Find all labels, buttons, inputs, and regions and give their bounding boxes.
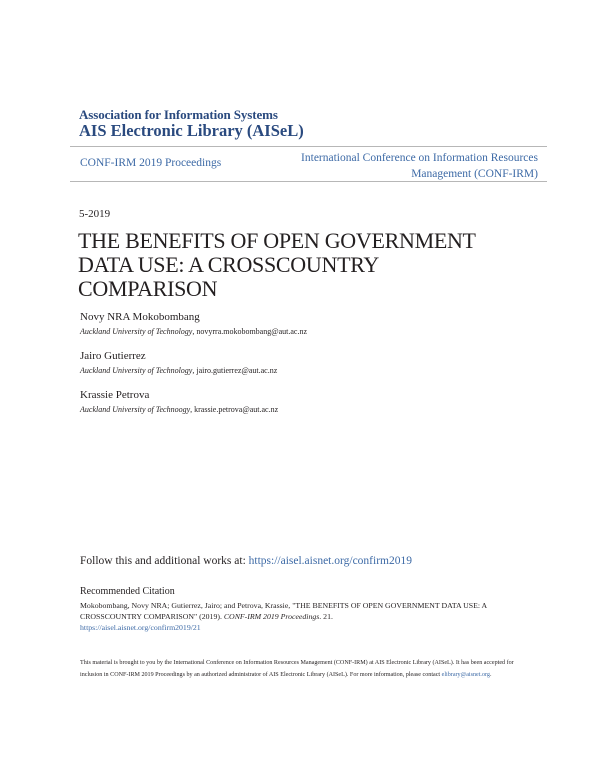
divider-bottom <box>70 181 547 182</box>
follow-text: Follow this and additional works at: <box>80 555 249 567</box>
author-affiliation: Auckland University of Technology, novyrra.mokobombang@aut.ac.nz <box>80 327 308 336</box>
divider-top <box>70 146 547 147</box>
library-name[interactable]: AIS Electronic Library (AISeL) <box>79 121 304 140</box>
citation-journal: CONF-IRM 2019 Proceedings <box>223 612 320 621</box>
citation-text <box>80 600 540 633</box>
author-email: krassie.petrova@aut.ac.nz <box>194 405 279 414</box>
footer-notice <box>80 657 525 681</box>
conference-link-line2[interactable]: Management (CONF-IRM) <box>411 168 538 180</box>
author-name: Jairo Gutierrez <box>80 350 146 362</box>
author-email: novyrra.mokobombang@aut.ac.nz <box>196 327 308 336</box>
author-affiliation: Auckland University of Technoogy, krassie.petrova@aut.ac.nz <box>80 405 279 414</box>
citation-suffix: . 21. <box>319 612 333 621</box>
citation-heading: Recommended Citation <box>80 586 175 597</box>
citation-link[interactable]: https://aisel.aisnet.org/confirm2019/21 <box>80 623 201 632</box>
affiliation-name: Auckland University of Technology <box>80 366 193 375</box>
follow-link[interactable]: https://aisel.aisnet.org/confirm2019 <box>248 555 412 567</box>
author-email: jairo.gutierrez@aut.ac.nz <box>196 366 278 375</box>
conference-link-line1[interactable]: International Conference on Information Resources <box>301 152 538 164</box>
author-name: Novy NRA Mokobombang <box>80 311 200 323</box>
proceedings-link[interactable]: CONF-IRM 2019 Proceedings <box>80 157 222 169</box>
paper-title: THE BENEFITS OF OPEN GOVERNMENT DATA USE: A CROSSCOUNTRY COMPARISON <box>78 228 476 301</box>
footer-end: . <box>489 672 492 678</box>
organization-name: Association for Information Systems <box>79 107 278 122</box>
footer-email-link[interactable]: elibrary@aisnet.org <box>441 672 490 678</box>
citation-body: Mokobombang, Novy NRA; Gutierrez, Jairo; and Petrova, Krassie, "THE BENEFITS OF OPEN GOVERNMENT DATA USE: A CROSSCOUNTRY COMPARISON" (2019). <box>80 601 487 621</box>
author-name: Krassie Petrova <box>80 389 150 401</box>
author-affiliation: Auckland University of Technology, jairo.gutierrez@aut.ac.nz <box>80 366 278 375</box>
footer-text: This material is brought to you by the International Conference on Information Resources Management (CONF-IRM) at AIS Electronic Library (AISeL). It has been accepted for inclusion in CONF-IRM 2019 Proceedings by an authorized administrator of AIS Electronic Library (AISeL). For more information, please contact <box>80 660 514 678</box>
affiliation-name: Auckland University of Technoogy <box>80 405 191 414</box>
publication-date: 5-2019 <box>79 208 111 220</box>
conference-link[interactable] <box>288 150 538 182</box>
affiliation-name: Auckland University of Technology <box>80 327 193 336</box>
follow-line <box>80 555 412 567</box>
